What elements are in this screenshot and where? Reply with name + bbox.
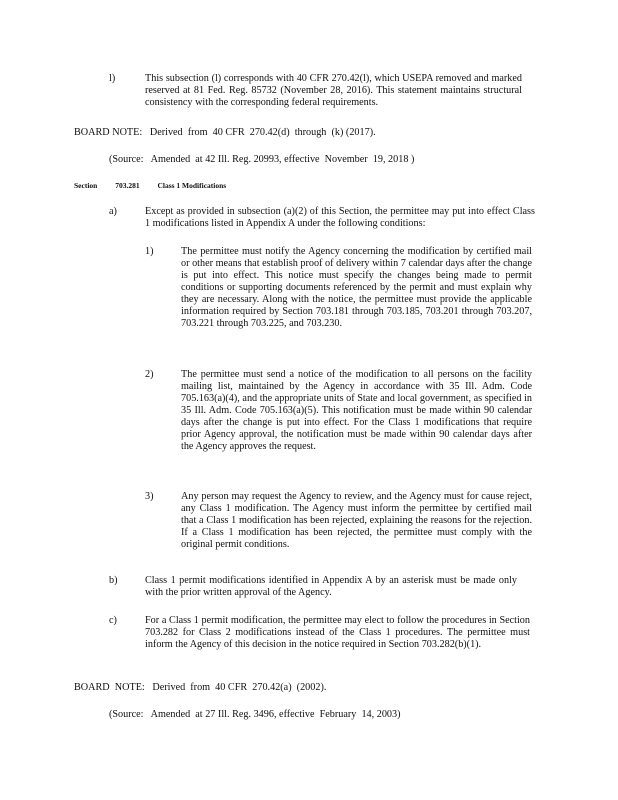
item-a1-text: The permittee must notify the Agency concerning the modification by certified mail or other means that establish proof of delivery within 7 calendar days after the change is put into effect. This notice must specify the changes being made to permit conditions or supporting documents referenced by the permit and must explain why they are necessary. Along with the notice, the permittee must provide the applicable information required by Section 703.181 through 703.185, 703.201 through 703.207, 703.221 through 703.225, and 703.230. [181,246,532,329]
item-a1-label: 1) [145,246,154,257]
source-note-2: (Source: Amended at 27 Ill. Reg. 3496, effective February 14, 2003) [109,709,401,720]
board-note-1: BOARD NOTE: Derived from 40 CFR 270.42(d) through (k) (2017). [74,127,376,138]
item-c-text: For a Class 1 permit modification, the permittee may elect to follow the procedures in Section 703.282 for Class 2 modifications instead of the Class 1 procedures. The permittee must inform the Agency of this decision in the notice required in Section 703.282(b)(1). [145,615,530,650]
item-a3-text: Any person may request the Agency to review, and the Agency must for cause reject, any Class 1 modification. The Agency must inform the permittee by certified mail that a Class 1 modification has been rejected, explaining the reasons for the rejection. If a Class 1 modification has been rejected, the permittee must comply with the original permit conditions. [181,491,532,550]
item-a-label: a) [109,206,117,217]
item-b-text: Class 1 permit modifications identified in Appendix A by an asterisk must be made only with the prior written approval of the Agency. [145,575,517,598]
item-c-label: c) [109,615,117,626]
source-note-1: (Source: Amended at 42 Ill. Reg. 20993, effective November 19, 2018 ) [109,154,415,165]
section-title: Class 1 Modifications [157,181,227,190]
section-heading [74,181,226,190]
item-l-label: l) [109,73,116,84]
item-a2-text: The permittee must send a notice of the modification to all persons on the facility mailing list, maintained by the Agency in accordance with 35 Ill. Adm. Code 705.163(a)(4), and the appropriate units of State and local government, as specified in 35 Ill. Adm. Code 705.163(a)(5). This notification must be made within 90 calendar days after the change is put into effect. For the Class 1 modifications that require prior Agency approval, the notification must be made within 90 calendar days after the Agency approves the request. [181,369,532,452]
section-label: Section [74,181,98,190]
item-a2-label: 2) [145,369,154,380]
section-number: 703.281 [115,181,140,190]
item-a3-label: 3) [145,491,154,502]
item-a-text: Except as provided in subsection (a)(2) of this Section, the permittee may put into effect Class 1 modifications listed in Appendix A under the following conditions: [145,206,535,229]
item-b-label: b) [109,575,118,586]
item-l-text: This subsection (l) corresponds with 40 CFR 270.42(l), which USEPA removed and marked reserved at 81 Fed. Reg. 85732 (November 28, 2016). This statement maintains structural consistency with the corresponding federal requirements. [145,73,522,108]
board-note-2: BOARD NOTE: Derived from 40 CFR 270.42(a) (2002). [74,682,327,693]
